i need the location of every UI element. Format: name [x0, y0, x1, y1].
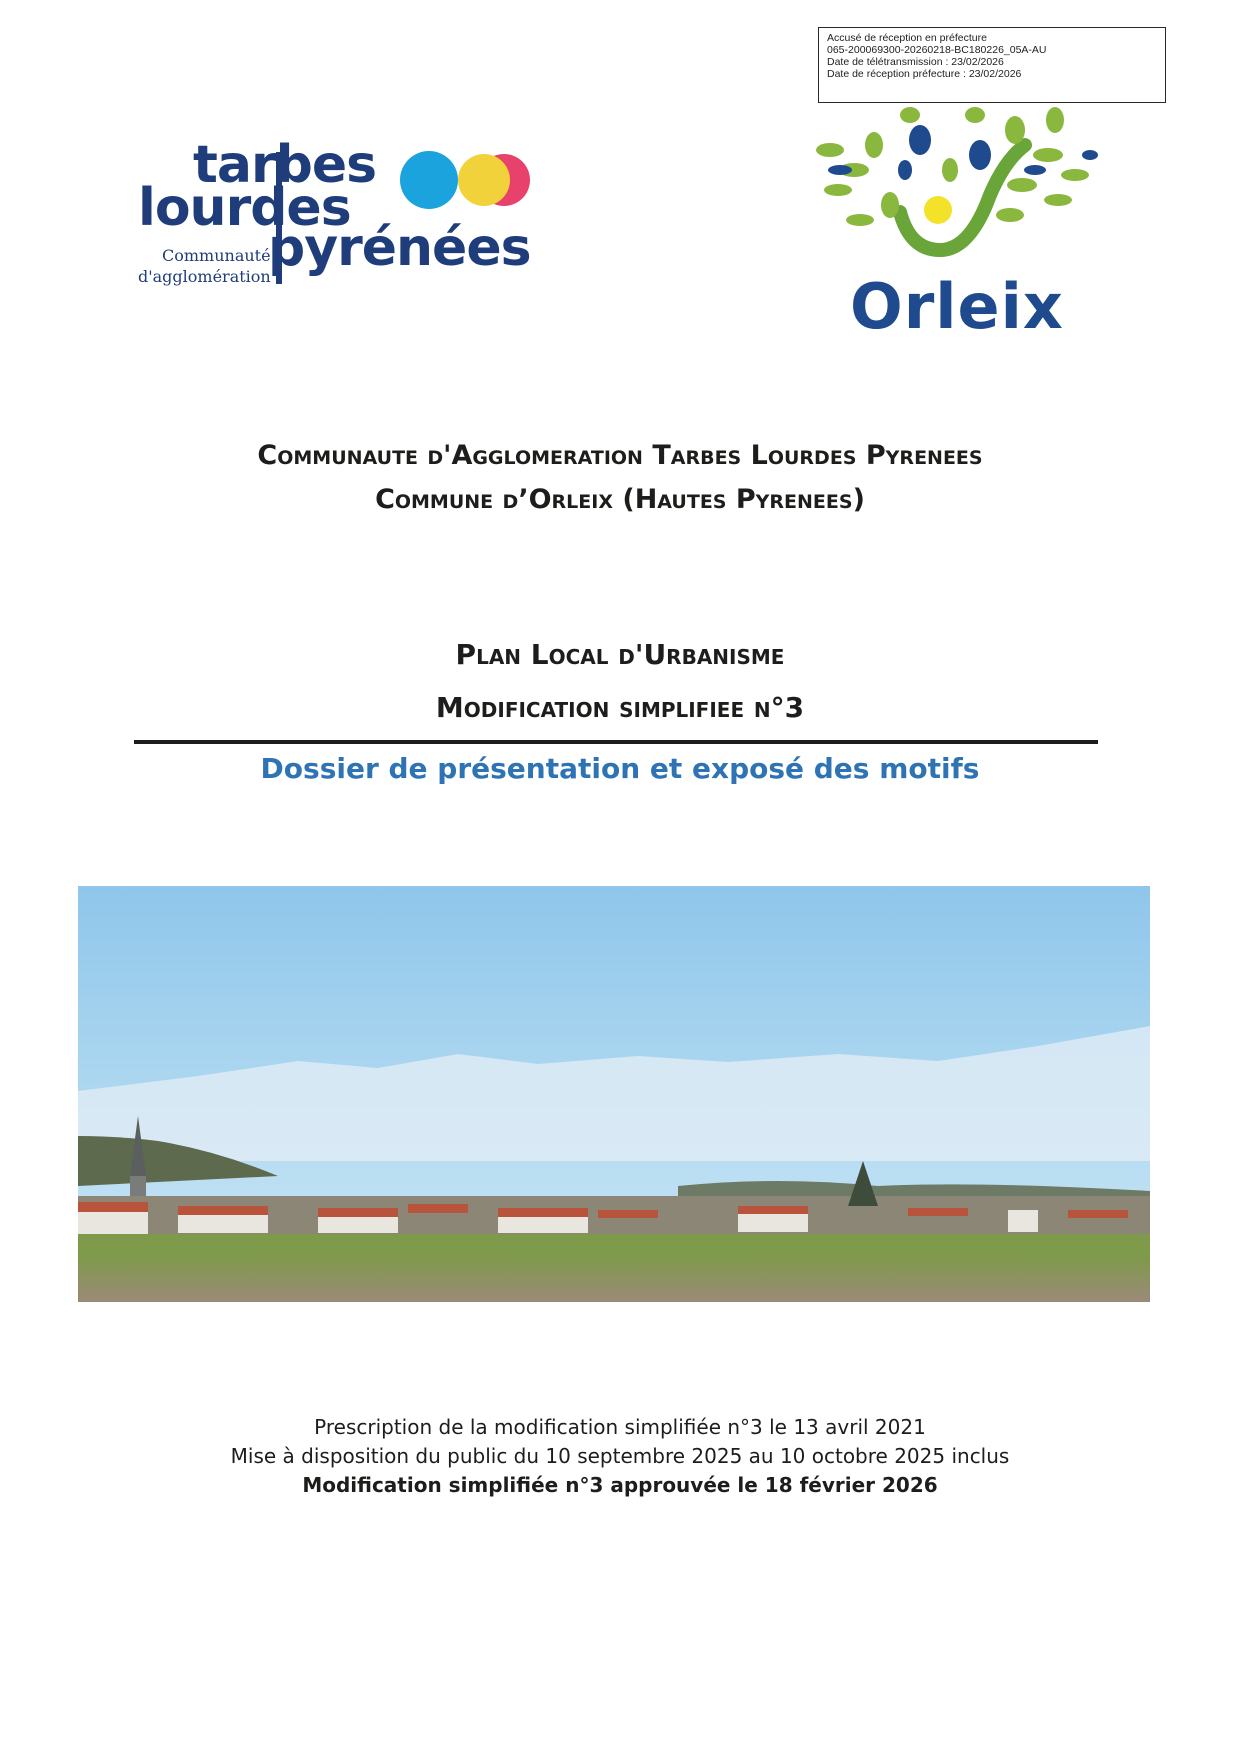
heading-agglomeration: Communaute d'Agglomeration Tarbes Lourdes Pyrenees — [257, 440, 983, 471]
tree-icon — [810, 100, 1110, 270]
tarbes-lourdes-pyrenees-logo — [138, 135, 538, 300]
heading-commune: Commune d’Orleix (Hautes Pyrenees) — [375, 484, 865, 515]
footer-approval: Modification simplifiée n°3 approuvée le 18 février 2026 — [302, 1473, 938, 1497]
footer-public-availability: Mise à disposition du public du 10 septembre 2025 au 10 octobre 2025 inclus — [230, 1444, 1010, 1468]
stamp-line: 065-200069300-20260218-BC180226_05A-AU — [827, 44, 1047, 56]
heading-rule — [134, 740, 1098, 744]
heading-plan: Plan Local d'Urbanisme — [455, 638, 785, 671]
village-landscape-photo — [78, 886, 1150, 1302]
logo-word: lourdes — [138, 178, 351, 238]
stamp-line: Date de télétransmission : 23/02/2026 — [827, 56, 1004, 68]
document-subtitle: Dossier de présentation et exposé des motifs — [260, 752, 980, 785]
orleix-logo-text: Orleix — [850, 270, 1064, 343]
footer-prescription: Prescription de la modification simplifiée n°3 le 13 avril 2021 — [314, 1415, 926, 1439]
stamp-line: Date de réception préfecture : 23/02/2026 — [827, 68, 1022, 80]
logo-word: pyrénées — [268, 218, 531, 278]
blue-dot-icon — [400, 151, 458, 209]
logo-subtitle: Communauté — [162, 246, 271, 265]
reception-stamp — [818, 27, 1166, 103]
logo-subtitle: d'agglomération — [138, 267, 271, 286]
logo-word: tarbes — [193, 135, 377, 195]
stamp-line: Accusé de réception en préfecture — [827, 32, 987, 44]
yellow-dot-icon — [458, 154, 510, 206]
orleix-logo — [810, 100, 1110, 343]
heading-modification: Modification simplifiee n°3 — [435, 691, 805, 724]
